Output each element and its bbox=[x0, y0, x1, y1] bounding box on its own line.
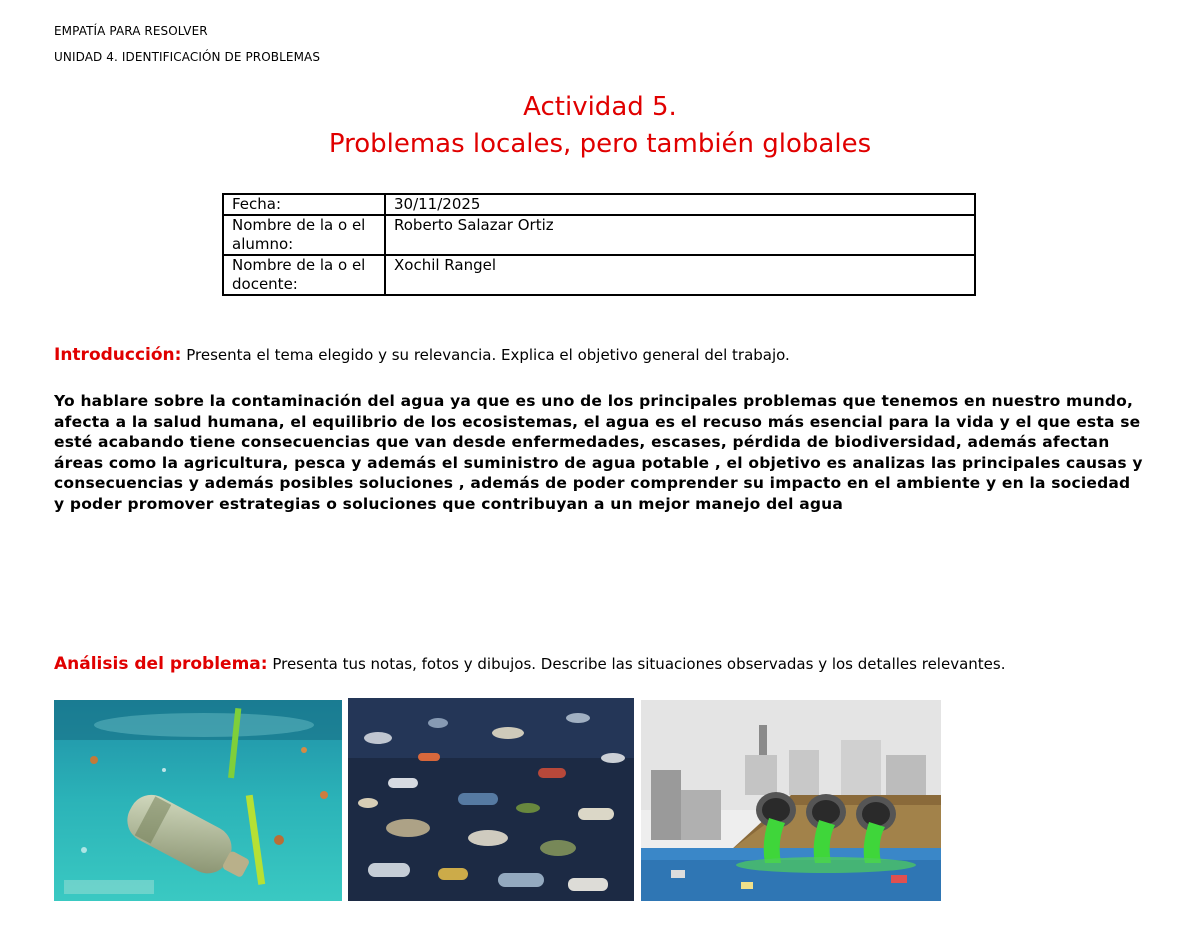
student-label: Nombre de la o el alumno: bbox=[223, 215, 385, 255]
header-unit: UNIDAD 4. IDENTIFICACIÓN DE PROBLEMAS bbox=[54, 50, 321, 64]
teacher-label: Nombre de la o el docente: bbox=[223, 255, 385, 295]
introduction-heading: Introducción: bbox=[54, 345, 182, 365]
teacher-value: Xochil Rangel bbox=[385, 255, 975, 295]
introduction-prompt: Presenta el tema elegido y su relevancia. Explica el objetivo general del trabajo. bbox=[181, 346, 790, 364]
introduction-text: Yo hablare sobre la contaminación del agua ya que es uno de los principales problemas que tenemos en nuestro mundo, afecta a la salud humana, el equilibrio de los ecosistemas, el agua es el recuso más esencial para la vida y el que esta se esté acabando tiene consecuencias que van desde enfermedades, escases, pérdida de biodiversidad, además afectan áreas como la agricultura, pesca y además el suministro de agua potable , el objetivo es analizas las principales causas y consecuencias y además posibles soluciones , además de poder comprender su impacto en el ambiente y en la sociedad y poder promover estrategias o soluciones que contribuyan a un mejor manejo del agua bbox=[54, 392, 1143, 513]
page-title: Actividad 5. bbox=[523, 92, 677, 122]
analysis-heading-line bbox=[54, 654, 1005, 674]
page-subtitle: Problemas locales, pero también globales bbox=[328, 129, 872, 159]
factory-pollution-illustration bbox=[641, 700, 941, 901]
analysis-heading: Análisis del problema: bbox=[54, 654, 268, 674]
floating-garbage-photo bbox=[348, 698, 634, 901]
table-row bbox=[223, 194, 975, 215]
info-table bbox=[222, 193, 976, 296]
student-value: Roberto Salazar Ortiz bbox=[385, 215, 975, 255]
introduction-heading-line bbox=[54, 345, 790, 365]
date-value: 30/11/2025 bbox=[385, 194, 975, 215]
header-subject: EMPATÍA PARA RESOLVER bbox=[54, 24, 208, 38]
table-row bbox=[223, 255, 975, 295]
analysis-prompt: Presenta tus notas, fotos y dibujos. Describe las situaciones observadas y los detalles relevantes. bbox=[267, 655, 1006, 673]
underwater-plastic-photo bbox=[54, 700, 342, 901]
table-row bbox=[223, 215, 975, 255]
date-label: Fecha: bbox=[223, 194, 385, 215]
